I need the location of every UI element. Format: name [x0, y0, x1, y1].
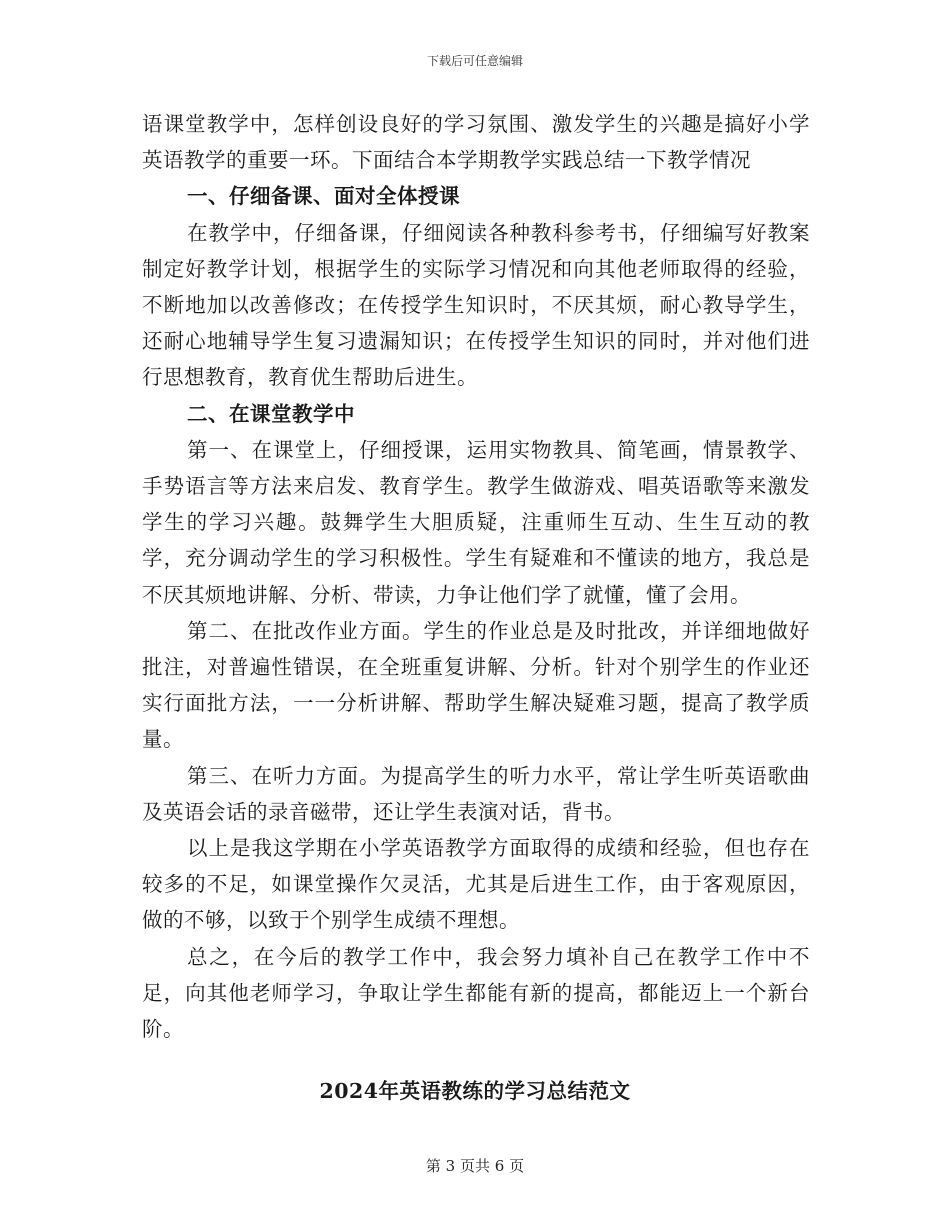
section-heading-1: 一、仔细备课、面对全体授课: [187, 184, 460, 209]
page-header-note: 下载后可任意编辑: [426, 54, 523, 68]
intro-paragraph: 语课堂教学中，怎样创设良好的学习氛围、激发学生的兴趣是搞好小学英语教学的重要一环。下面结合本学期教学实践总结一下教学情况: [142, 112, 810, 173]
section-heading-2: 二、在课堂教学中: [187, 401, 355, 426]
document-body: [142, 106, 810, 1047]
paragraph-3: 第二、在批改作业方面。学生的作业总是及时批改，并详细地做好批注，对普遍性错误，在全班重复讲解、分析。针对个别学生的作业还实行面批方法，一一分析讲解、帮助学生解决疑难习题，提高了教学质量。: [142, 618, 810, 752]
paragraph-4: 第三、在听力方面。为提高学生的听力水平，常让学生听英语歌曲及英语会话的录音磁带，还让学生表演对话，背书。: [142, 763, 810, 824]
next-article-title: 2024年英语教练的学习总结范文: [319, 1079, 631, 1103]
paragraph-1: 在教学中，仔细备课，仔细阅读各种教科参考书，仔细编写好教案制定好教学计划，根据学生的实际学习情况和向其他老师取得的经验，不断地加以改善修改；在传授学生知识时，不厌其烦，耐心教导学生，还耐心地辅导学生复习遗漏知识；在传授学生知识的同时，并对他们进行思想教育，教育优生帮助后进生。: [142, 220, 810, 390]
paragraph-2: 第一、在课堂上，仔细授课，运用实物教具、简笔画，情景教学、手势语言等方法来启发、教育学生。教学生做游戏、唱英语歌等来激发学生的学习兴趣。鼓舞学生大胆质疑，注重师生互动、生生互动的教学，充分调动学生的学习积极性。学生有疑难和不懂读的地方，我总是不厌其烦地讲解、分析、带读，力争让他们学了就懂，懂了会用。: [142, 437, 810, 607]
paragraph-5: 以上是我这学期在小学英语教学方面取得的成绩和经验，但也存在较多的不足，如课堂操作欠灵活，尤其是后进生工作，由于客观原因，做的不够，以致于个别学生成绩不理想。: [142, 836, 810, 933]
page-number-footer: 第 3 页共 6 页: [425, 1157, 525, 1175]
paragraph-6: 总之，在今后的教学工作中，我会努力填补自己在教学工作中不足，向其他老师学习，争取让学生都能有新的提高，都能迈上一个新台阶。: [142, 944, 810, 1042]
